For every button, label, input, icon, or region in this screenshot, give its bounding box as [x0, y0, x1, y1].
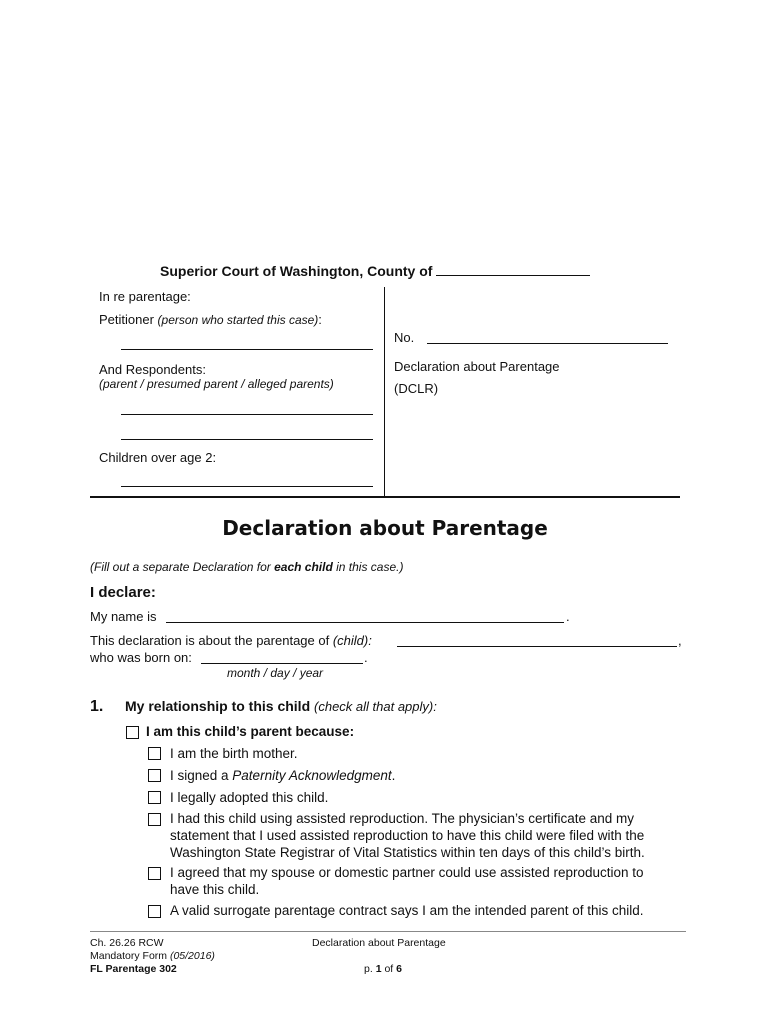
caption-doc-code: (DCLR) — [394, 381, 439, 396]
footer-left — [90, 937, 215, 976]
petitioner-field[interactable] — [121, 349, 373, 350]
respondents-hint: (parent / presumed parent / alleged parents) — [99, 377, 334, 391]
petitioner-hint: (person who started this case) — [157, 313, 319, 327]
spouse-agreed-checkbox[interactable] — [148, 867, 161, 880]
footer-page-number: p. 1 of 6 — [364, 963, 402, 975]
parent-because-checkbox[interactable] — [126, 726, 139, 739]
assisted-reproduction-label: I had this child using assisted reproduction. The physician’s certificate and my statement that I used assisted reproduction to have this child were filed with the Washington State Registrar of Vital Statistics within ten days of this child’s birth. — [170, 811, 645, 860]
adopted-checkbox[interactable] — [148, 791, 161, 804]
my-name-field[interactable] — [166, 622, 564, 623]
footer-mandatory: Mandatory Form (05/2016) — [90, 950, 215, 962]
spouse-agreed-label: I agreed that my spouse or domestic partner could use assisted reproduction to have this child. — [170, 865, 644, 897]
respondent-field-1[interactable] — [121, 414, 373, 415]
birth-mother-label: I am the birth mother. — [170, 746, 298, 761]
form-title: Declaration about Parentage — [222, 516, 548, 540]
section-1-title: My relationship to this child (check all that apply): — [125, 698, 437, 714]
case-number-label: No. — [394, 330, 415, 345]
county-field[interactable] — [436, 262, 590, 276]
surrogate-label: A valid surrogate parentage contract says I am the intended parent of this child. — [170, 903, 644, 918]
court-heading: Superior Court of Washington, County of — [160, 262, 590, 279]
about-child-label: This declaration is about the parentage of (child): — [90, 633, 372, 648]
children-field[interactable] — [121, 486, 373, 487]
birth-mother-checkbox[interactable] — [148, 747, 161, 760]
footer-rule — [90, 931, 686, 932]
respondents-label: And Respondents: — [99, 362, 206, 377]
child-comma: , — [678, 633, 682, 648]
footer-doc-title: Declaration about Parentage — [312, 937, 446, 949]
surrogate-checkbox[interactable] — [148, 905, 161, 918]
child-name-field[interactable] — [397, 646, 677, 647]
date-format-hint: month / day / year — [227, 666, 324, 680]
caption-divider — [384, 287, 385, 497]
case-number-field[interactable] — [427, 343, 668, 344]
born-on-label: who was born on: — [90, 650, 192, 665]
in-re-label: In re parentage: — [99, 289, 191, 304]
birth-date-field[interactable] — [201, 663, 363, 664]
footer-rcw: Ch. 26.26 RCW — [90, 937, 164, 949]
parent-because-label: I am this child’s parent because: — [146, 724, 355, 739]
respondent-field-2[interactable] — [121, 439, 373, 440]
petitioner-label: Petitioner (person who started this case): — [99, 312, 322, 327]
caption-doc-title: Declaration about Parentage — [394, 359, 560, 374]
caption-bottom-rule — [90, 496, 680, 498]
birth-date-period: . — [364, 650, 368, 665]
footer-form-id: FL Parentage 302 — [90, 963, 177, 975]
assisted-reproduction-checkbox[interactable] — [148, 813, 161, 826]
section-1-number: 1. — [90, 698, 104, 715]
paternity-ack-checkbox[interactable] — [148, 769, 161, 782]
adopted-label: I legally adopted this child. — [170, 790, 329, 805]
i-declare-heading: I declare: — [90, 584, 156, 601]
children-label: Children over age 2: — [99, 450, 217, 465]
my-name-label: My name is — [90, 609, 157, 624]
instruction-text: (Fill out a separate Declaration for each child in this case.) — [90, 560, 404, 574]
paternity-ack-label: I signed a Paternity Acknowledgment. — [170, 768, 396, 783]
my-name-period: . — [566, 609, 570, 624]
